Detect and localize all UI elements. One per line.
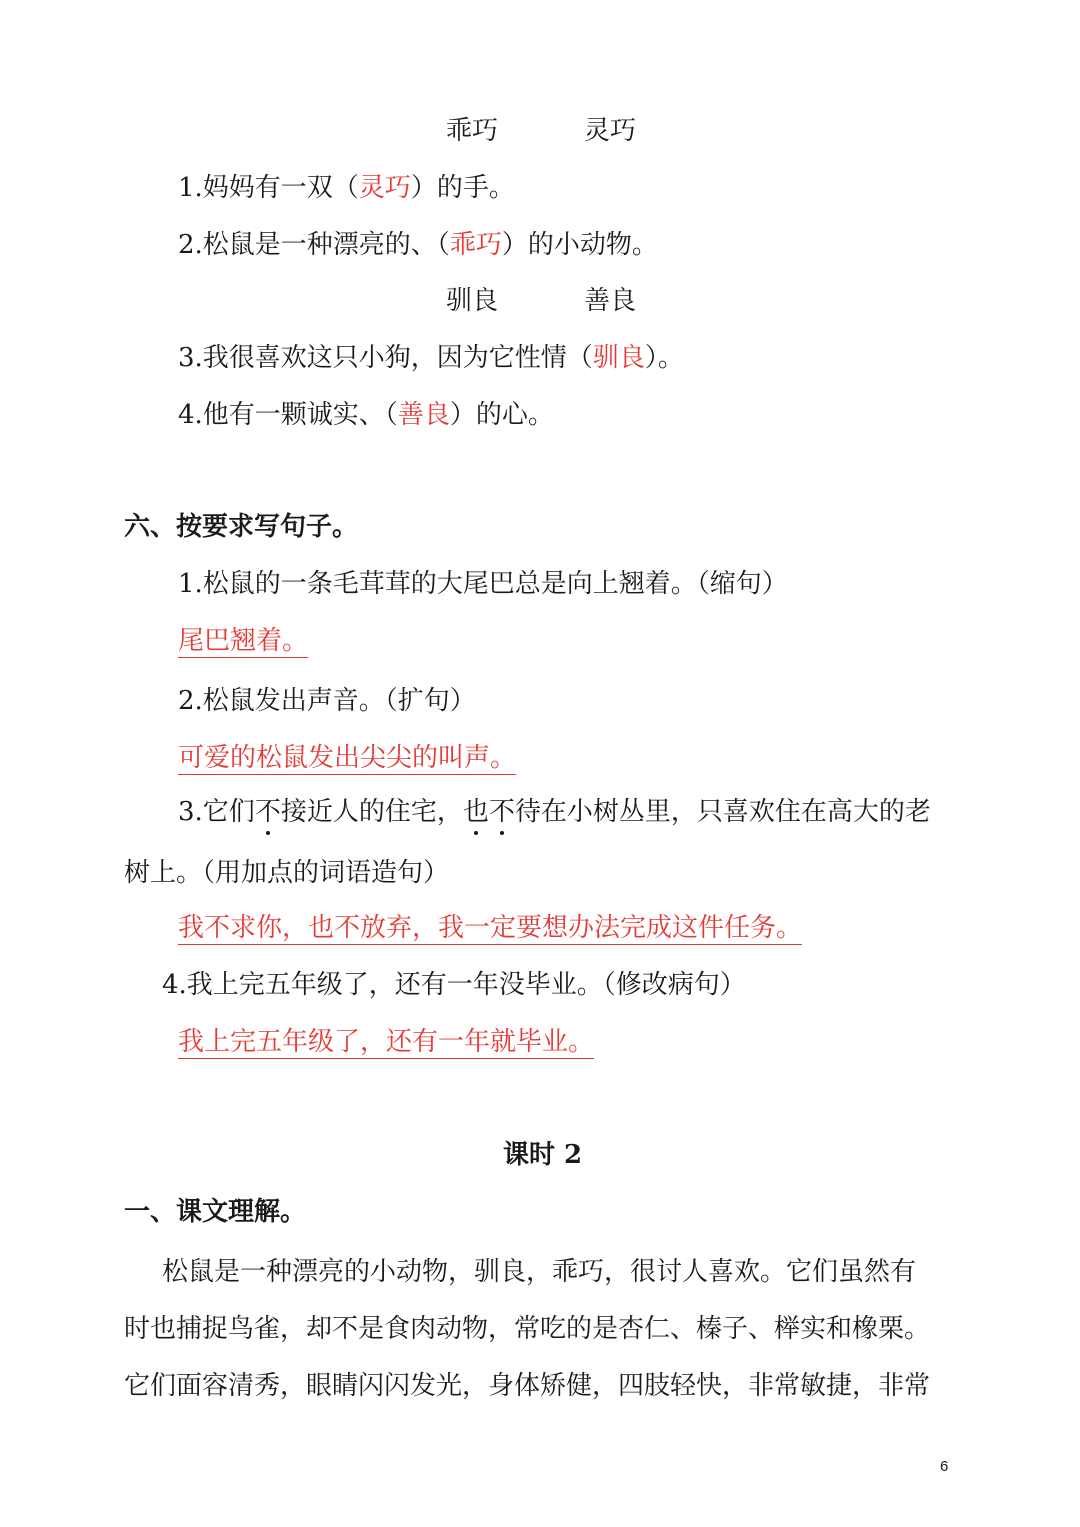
passage-line: 时也捕捉鸟雀，却不是食肉动物，常吃的是杏仁、榛子、榉实和橡栗。 (124, 1314, 931, 1344)
emphasis-dot-char: 不 (254, 797, 281, 827)
answer-6-1: 尾巴翘着。 (178, 626, 309, 656)
question-6-3-continued: 树上。（用加点的词语造句） (124, 858, 450, 888)
passage-line: 松鼠是一种漂亮的小动物，驯良，乖巧，很讨人喜欢。它们虽然有 (162, 1257, 917, 1287)
question-5-3: 3.我很喜欢这只小狗，因为它性情（驯良）。 (178, 343, 684, 373)
passage-line: 它们面容清秀，眼睛闪闪发光，身体矫健，四肢轻快，非常敏捷，非常 (124, 1371, 931, 1401)
answer-text: 善良 (397, 400, 450, 430)
answer-text: 驯良 (592, 343, 645, 373)
page-number: 6 (940, 1458, 949, 1475)
answer-6-4: 我上完五年级了，还有一年就毕业。 (178, 1027, 595, 1057)
question-5-1: 1.妈妈有一双（灵巧）的手。 (178, 173, 515, 203)
question-6-1: 1.松鼠的一条毛茸茸的大尾巴总是向上翘着。（缩句） (178, 569, 788, 599)
word-option-lingqiao: 灵巧 (584, 116, 637, 146)
question-5-2: 2.松鼠是一种漂亮的、（乖巧）的小动物。 (178, 230, 658, 260)
answer-6-2: 可爱的松鼠发出尖尖的叫声。 (178, 743, 517, 773)
question-5-4: 4.他有一颗诚实、（善良）的心。 (178, 400, 554, 430)
word-option-xunliang: 驯良 (446, 286, 499, 316)
question-6-4: 4.我上完五年级了，还有一年没毕业。（修改病句） (162, 970, 746, 1000)
section-6-title: 六、按要求写句子。 (124, 512, 359, 542)
question-6-2: 2.松鼠发出声音。（扩句） (178, 686, 476, 716)
word-option-guaiqiao: 乖巧 (446, 116, 499, 146)
answer-text: 灵巧 (358, 173, 411, 203)
emphasis-dot-char: 不 (488, 797, 515, 827)
question-6-3: 3.它们不接近人的住宅，也不待在小树丛里，只喜欢住在高大的老 (178, 797, 931, 827)
emphasis-dot-char: 也 (462, 797, 489, 827)
lesson-title: 课时 2 (503, 1140, 583, 1170)
answer-6-3: 我不求你，也不放弃，我一定要想办法完成这件任务。 (178, 913, 803, 943)
word-option-shanliang: 善良 (584, 286, 637, 316)
section-1-title: 一、课文理解。 (124, 1197, 307, 1227)
answer-text: 乖巧 (449, 230, 502, 260)
